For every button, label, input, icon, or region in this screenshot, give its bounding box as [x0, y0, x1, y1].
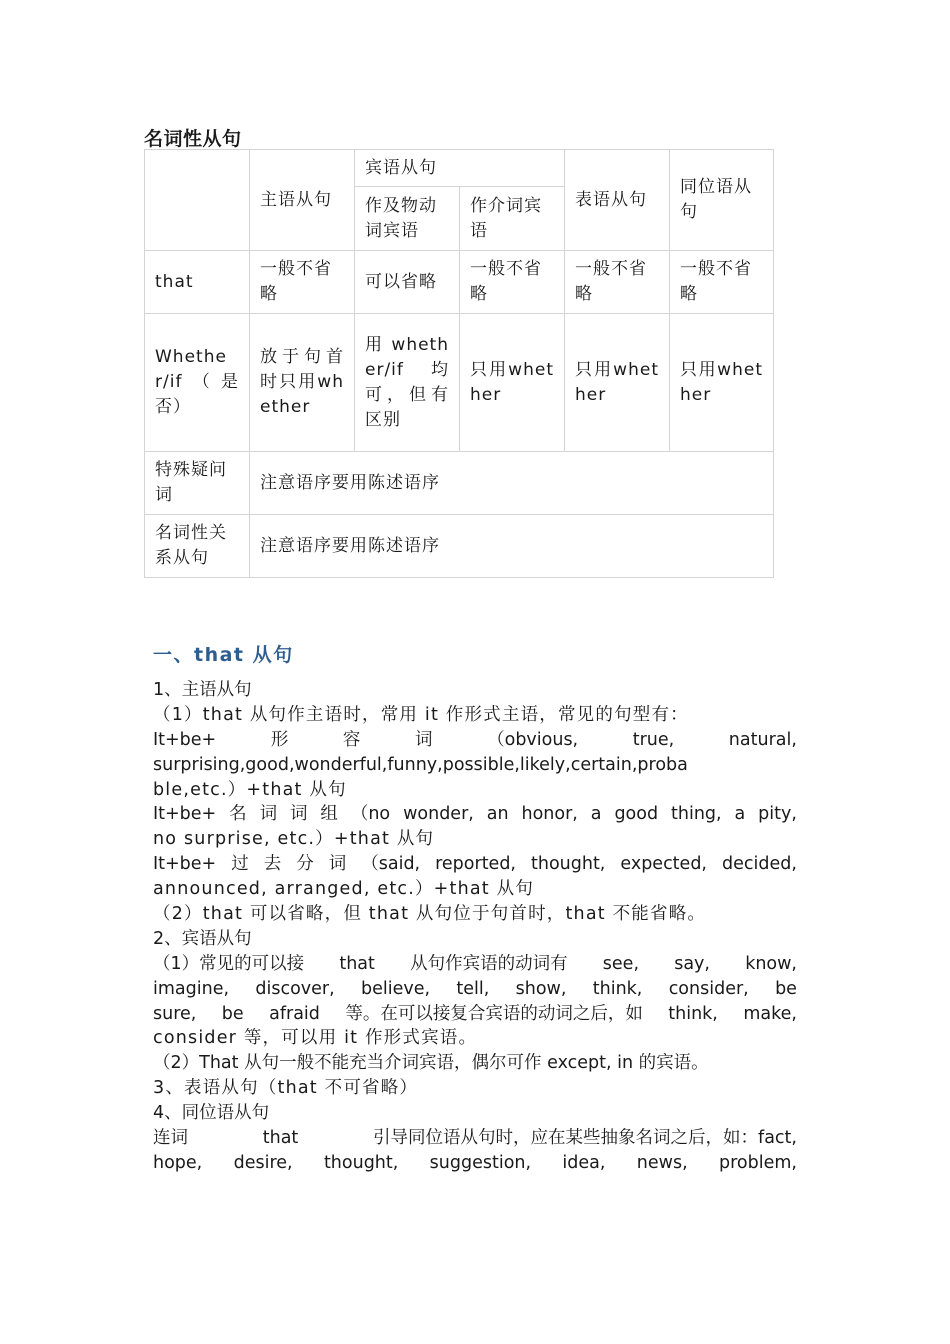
text-token: honor, — [521, 804, 578, 825]
text-token: good — [614, 804, 659, 825]
text-token: afraid — [269, 1003, 320, 1024]
text-token: （obvious, — [487, 729, 579, 750]
text-token: news, — [636, 1152, 688, 1173]
text-token: a — [590, 804, 602, 825]
text-line: （1）that 从句作主语时，常用 it 作形式主语，常见的句型有： — [153, 704, 689, 725]
text-line: announced, arranged, etc.）+that 从句 — [153, 879, 535, 900]
text-line — [153, 1126, 797, 1151]
clause-table — [144, 149, 774, 578]
table-cell: 一般不省略 — [565, 251, 670, 314]
header-appositive-clause: 同位语从句 — [670, 150, 774, 251]
text-token: know, — [745, 953, 797, 974]
text-token: reported, — [435, 854, 516, 875]
text-token: It+be+ — [153, 804, 217, 825]
table-cell: 只用whether — [670, 314, 774, 452]
text-token: 连词 — [153, 1128, 188, 1149]
text-token: hope, — [153, 1152, 203, 1173]
table-row — [145, 251, 774, 314]
text-line: 4、同位语从句 — [153, 1103, 270, 1124]
text-token: believe, — [360, 978, 431, 999]
text-token: tell, — [456, 978, 490, 999]
text-token: an — [486, 804, 509, 825]
text-token: think, — [668, 1003, 718, 1024]
text-token: decided, — [722, 854, 797, 875]
table-cell: 可以省略 — [355, 251, 460, 314]
text-token: natural, — [728, 729, 797, 750]
text-token: see, — [602, 953, 640, 974]
text-line: （2）That 从句一般不能充当介词宾语，偶尔可作 except, in 的宾语。 — [153, 1053, 709, 1074]
text-token: suggestion, — [429, 1152, 532, 1173]
text-token: say, — [674, 953, 710, 974]
text-token: wonder, — [403, 804, 474, 825]
text-token: 等。在可以接复合宾语的动词之后，如 — [345, 1003, 643, 1024]
text-token: （no — [350, 804, 391, 825]
text-line: 2、宾语从句 — [153, 928, 252, 949]
text-token: 过 — [231, 854, 249, 875]
text-line: no surprise, etc.）+that 从句 — [153, 829, 435, 850]
text-token: problem, — [718, 1152, 797, 1173]
table-cell: 一般不省略 — [460, 251, 565, 314]
text-line: （2）that 可以省略，但 that 从句位于句首时，that 不能省略。 — [153, 904, 707, 925]
text-line — [153, 802, 797, 827]
text-token: 形 — [270, 729, 289, 750]
text-token: （1）常见的可以接 — [153, 953, 305, 974]
text-token: 容 — [342, 729, 361, 750]
text-token: be — [775, 978, 797, 999]
text-token: thought, — [323, 1152, 399, 1173]
text-token: 组 — [320, 804, 338, 825]
text-line — [153, 952, 797, 977]
text-token: 词 — [415, 729, 433, 750]
row-label-wh-words: 特殊疑问词 — [145, 452, 250, 515]
table-row — [145, 515, 774, 578]
text-token: desire, — [233, 1152, 293, 1173]
table-row — [145, 452, 774, 515]
text-token: thought, — [531, 854, 606, 875]
row-label-relative-clause: 名词性关系从句 — [145, 515, 250, 578]
text-line — [153, 1151, 797, 1176]
text-line: 1、主语从句 — [153, 680, 252, 700]
document-title: 名词性从句 — [144, 128, 242, 150]
table-cell: 用whether/if均可，但有区别 — [355, 314, 460, 452]
text-token: It+be+ — [153, 854, 217, 875]
text-line — [153, 1002, 797, 1027]
text-line: 3、表语从句（that 不可省略） — [153, 1078, 419, 1099]
text-token: idea, — [562, 1152, 606, 1173]
table-cell: 放于句首时只用whether — [250, 314, 355, 452]
text-token: 引导同位语从句时，应在某些抽象名词之后，如：fact, — [373, 1128, 797, 1149]
text-line — [153, 977, 797, 1002]
text-token: 词 — [259, 804, 278, 825]
text-line: surprising,good,wonderful,funny,possible,likely,certain,proba — [153, 754, 688, 775]
text-token: think, — [592, 978, 643, 999]
text-token: （said, — [361, 854, 421, 875]
text-token: discover, — [255, 978, 335, 999]
text-token: be — [221, 1003, 244, 1024]
header-subject-clause: 主语从句 — [250, 150, 355, 251]
text-token: 从句作宾语的动词有 — [410, 953, 568, 974]
text-token: 词 — [290, 804, 308, 825]
text-line — [153, 852, 797, 877]
text-token: consider, — [668, 978, 749, 999]
row-label-whether-if: Whether/if（是否） — [145, 314, 250, 452]
header-object-clause: 宾语从句 — [355, 150, 565, 187]
header-object-of-verb: 作及物动词宾语 — [355, 187, 460, 251]
text-token: 词 — [328, 854, 347, 875]
text-token: that — [339, 953, 375, 974]
text-token: 分 — [296, 854, 314, 875]
table-row — [145, 314, 774, 452]
header-predicative-clause: 表语从句 — [565, 150, 670, 251]
table-cell: 一般不省略 — [670, 251, 774, 314]
section-heading-that-clause: 一、that 从句 — [153, 644, 294, 666]
text-token: a — [734, 804, 746, 825]
text-token: sure, — [153, 1003, 197, 1024]
table-cell: 只用whether — [460, 314, 565, 452]
text-line: consider 等，可以用 it 作形式宾语。 — [153, 1028, 478, 1049]
text-token: 去 — [263, 854, 282, 875]
text-line — [153, 728, 797, 753]
header-object-of-preposition: 作介词宾语 — [460, 187, 565, 251]
text-token: thing, — [671, 804, 722, 825]
row-label-that: that — [145, 251, 250, 314]
text-line: ble,etc.）+that 从句 — [153, 779, 347, 800]
text-token: expected, — [620, 854, 707, 875]
table-merged-cell: 注意语序要用陈述语序 — [250, 515, 774, 578]
body-text — [153, 678, 797, 1176]
text-token: show, — [515, 978, 567, 999]
text-token: true, — [632, 729, 675, 750]
table-merged-cell: 注意语序要用陈述语序 — [250, 452, 774, 515]
text-token: that — [262, 1128, 299, 1149]
text-token: pity, — [758, 804, 797, 825]
table-cell: 只用whether — [565, 314, 670, 452]
text-token: 名 — [229, 804, 247, 825]
table-cell: 一般不省略 — [250, 251, 355, 314]
text-token: make, — [743, 1003, 797, 1024]
text-token: imagine, — [153, 978, 230, 999]
text-token: It+be+ — [153, 729, 217, 750]
table-corner-cell — [145, 150, 250, 251]
